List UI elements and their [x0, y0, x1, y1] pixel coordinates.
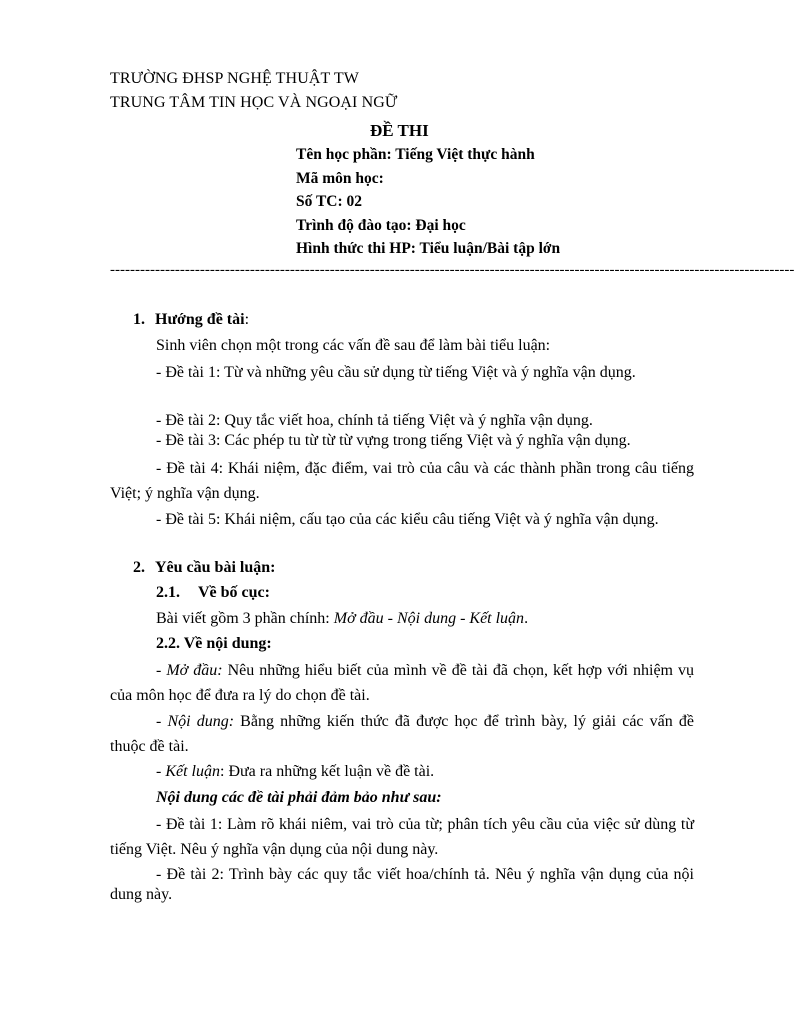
- section1-title: Hướng đề tài: [155, 311, 245, 328]
- subsection-2-2-title: 2.2. Về nội dung:: [156, 635, 272, 652]
- layout-prefix: Bài viết gồm 3 phần chính:: [156, 610, 334, 627]
- requirement-topic-2: - Đề tài 2: Trình bày các quy tắc viết hoa/chính tả. Nêu ý nghĩa vận dụng của nội dung này.: [110, 866, 694, 903]
- topic-2: - Đề tài 2: Quy tắc viết hoa, chính tả tiếng Việt và ý nghĩa vận dụng.: [156, 412, 593, 429]
- divider-line: -----------------------------------------------------------------------------------------------------------------------------------------: [110, 262, 794, 278]
- subsection-2-1-number: 2.1.: [156, 584, 180, 601]
- meta-course: Tên học phần: Tiếng Việt thực hành: [296, 146, 535, 163]
- topic-1: - Đề tài 1: Từ và những yêu cầu sử dụng từ tiếng Việt và ý nghĩa vận dụng.: [156, 364, 636, 381]
- requirement-topic-1: - Đề tài 1: Làm rõ khái niêm, vai trò của từ; phân tích yêu cầu của việc sử dùng từ tiếng Việt. Nêu ý nghĩa vận dụng của nội dung này.: [110, 816, 694, 858]
- exam-title: ĐỀ THI: [370, 121, 429, 140]
- section2-number: 2.: [133, 559, 145, 576]
- conclusion-label: Kết luận: [165, 763, 220, 780]
- section1-number: 1.: [133, 311, 145, 328]
- section1-heading: [133, 311, 249, 329]
- section2-title: Yêu cầu bài luận:: [155, 559, 276, 576]
- meta-level: Trình độ đào tạo: Đại học: [296, 217, 466, 234]
- layout-description: [156, 610, 528, 628]
- intro-text: Nêu những hiểu biết của mình về đề tài đã chọn, kết hợp với nhiệm vụ của môn học để đưa ra lý do chọn đề tài.: [110, 662, 695, 704]
- meta-form: Hình thức thi HP: Tiểu luận/Bài tập lớn: [296, 240, 561, 257]
- subsection-2-1: [156, 584, 270, 602]
- body-requirement: - Nội dung: Bằng những kiến thức đã được học để trình bày, lý giải các vấn đề thuộc đề tài.: [110, 713, 694, 755]
- layout-parts: Mở đầu - Nội dung - Kết luận: [333, 610, 525, 627]
- intro-label: Mở đầu:: [166, 662, 223, 679]
- school-name: TRƯỜNG ĐHSP NGHỆ THUẬT TW: [110, 70, 359, 87]
- topic-5: - Đề tài 5: Khái niệm, cấu tạo của các kiểu câu tiếng Việt và ý nghĩa vận dụng.: [156, 511, 659, 528]
- body-text: Bằng những kiến thức đã được học để trình bày, lý giải các vấn đề thuộc đề tài.: [110, 713, 694, 755]
- section2-heading: [133, 559, 275, 577]
- subsection-2-1-title: Về bố cục:: [198, 584, 270, 601]
- requirement-heading: Nội dung các đề tài phải đảm bảo như sau:: [156, 789, 442, 806]
- topic-4: - Đề tài 4: Khái niệm, đặc điểm, vai trò của câu và các thành phần trong câu tiếng Việt; ý nghĩa vận dụng.: [110, 460, 694, 502]
- section1-intro: Sinh viên chọn một trong các vấn đề sau để làm bài tiểu luận:: [156, 337, 551, 354]
- meta-credits: Số TC: 02: [296, 193, 363, 210]
- layout-suffix: .: [524, 610, 529, 627]
- topic-3: - Đề tài 3: Các phép tu từ từ từ vựng trong tiếng Việt và ý nghĩa vận dụng.: [156, 432, 631, 449]
- section1-colon: :: [244, 311, 250, 328]
- center-name: TRUNG TÂM TIN HỌC VÀ NGOẠI NGỮ: [110, 94, 398, 111]
- body-label: Nội dung:: [167, 713, 235, 730]
- conclusion-text: : Đưa ra những kết luận về đề tài.: [220, 763, 435, 780]
- conclusion-requirement: - Kết luận: Đưa ra những kết luận về đề tài.: [156, 763, 435, 780]
- meta-code: Mã môn học:: [296, 170, 384, 187]
- intro-requirement: - Mở đầu: Nêu những hiểu biết của mình về đề tài đã chọn, kết hợp với nhiệm vụ của môn học để đưa ra lý do chọn đề tài.: [110, 662, 695, 704]
